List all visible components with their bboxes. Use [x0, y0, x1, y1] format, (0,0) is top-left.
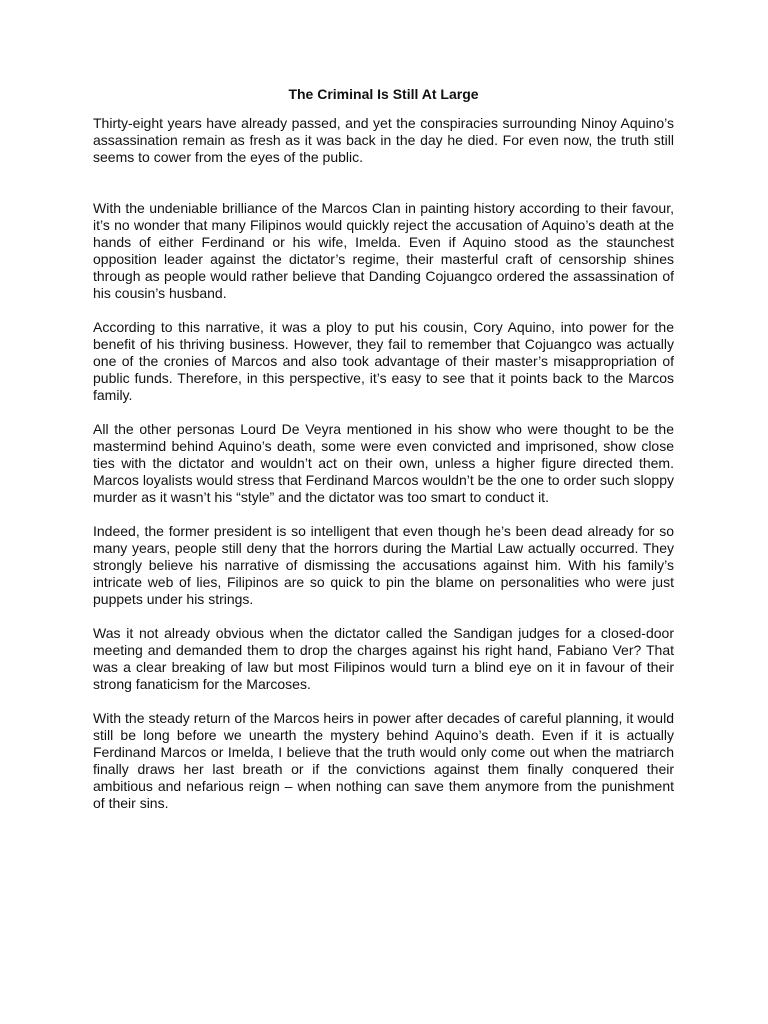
paragraph-1: Thirty-eight years have already passed, and yet the conspiracies surrounding Ninoy Aquino’s assassination remain as fresh as it was back in the day he died. For even now, the truth still seems to cower from the eyes of the public. [93, 115, 674, 165]
paragraph-4: All the other personas Lourd De Veyra mentioned in his show who were thought to be the mastermind behind Aquino’s death, some were even convicted and imprisoned, show close ties with the dictator and wouldn’t act on their own, unless a higher figure directed them. Marcos loyalists would stress that Ferdinand Marcos wouldn’t be the one to order such sloppy murder as it wasn’t his “style” and the dictator was too smart to conduct it. [93, 421, 674, 505]
paragraph-2: With the undeniable brilliance of the Marcos Clan in painting history according to their favour, it’s no wonder that many Filipinos would quickly reject the accusation of Aquino’s death at the hands of either Ferdinand or his wife, Imelda. Even if Aquino stood as the staunchest opposition leader against the dictator’s regime, their masterful craft of censorship shines through as people would rather believe that Danding Cojuangco ordered the assassination of his cousin’s husband. [93, 200, 674, 301]
document-title: The Criminal Is Still At Large [288, 86, 479, 102]
paragraph-5: Indeed, the former president is so intelligent that even though he’s been dead already for so many years, people still deny that the horrors during the Martial Law actually occurred. They strongly believe his narrative of dismissing the accusations against him. With his family’s intricate web of lies, Filipinos are so quick to pin the blame on personalities who were just puppets under his strings. [93, 523, 674, 607]
paragraph-7: With the steady return of the Marcos heirs in power after decades of careful planning, it would still be long before we unearth the mystery behind Aquino’s death. Even if it is actually Ferdinand Marcos or Imelda, I believe that the truth would only come out when the matriarch finally draws her last breath or if the convictions against them finally conquered their ambitious and nefarious reign – when nothing can save them anymore from the punishment of their sins. [93, 710, 674, 811]
document-body [93, 86, 674, 829]
paragraph-6: Was it not already obvious when the dictator called the Sandigan judges for a closed-door meeting and demanded them to drop the charges against his right hand, Fabiano Ver? That was a clear breaking of law but most Filipinos would turn a blind eye on it in favour of their strong fanaticism for the Marcoses. [93, 625, 674, 692]
paragraph-3: According to this narrative, it was a ploy to put his cousin, Cory Aquino, into power for the benefit of his thriving business. However, they fail to remember that Cojuangco was actually one of the cronies of Marcos and also took advantage of their master’s misappropriation of public funds. Therefore, in this perspective, it’s easy to see that it points back to the Marcos family. [93, 319, 674, 403]
